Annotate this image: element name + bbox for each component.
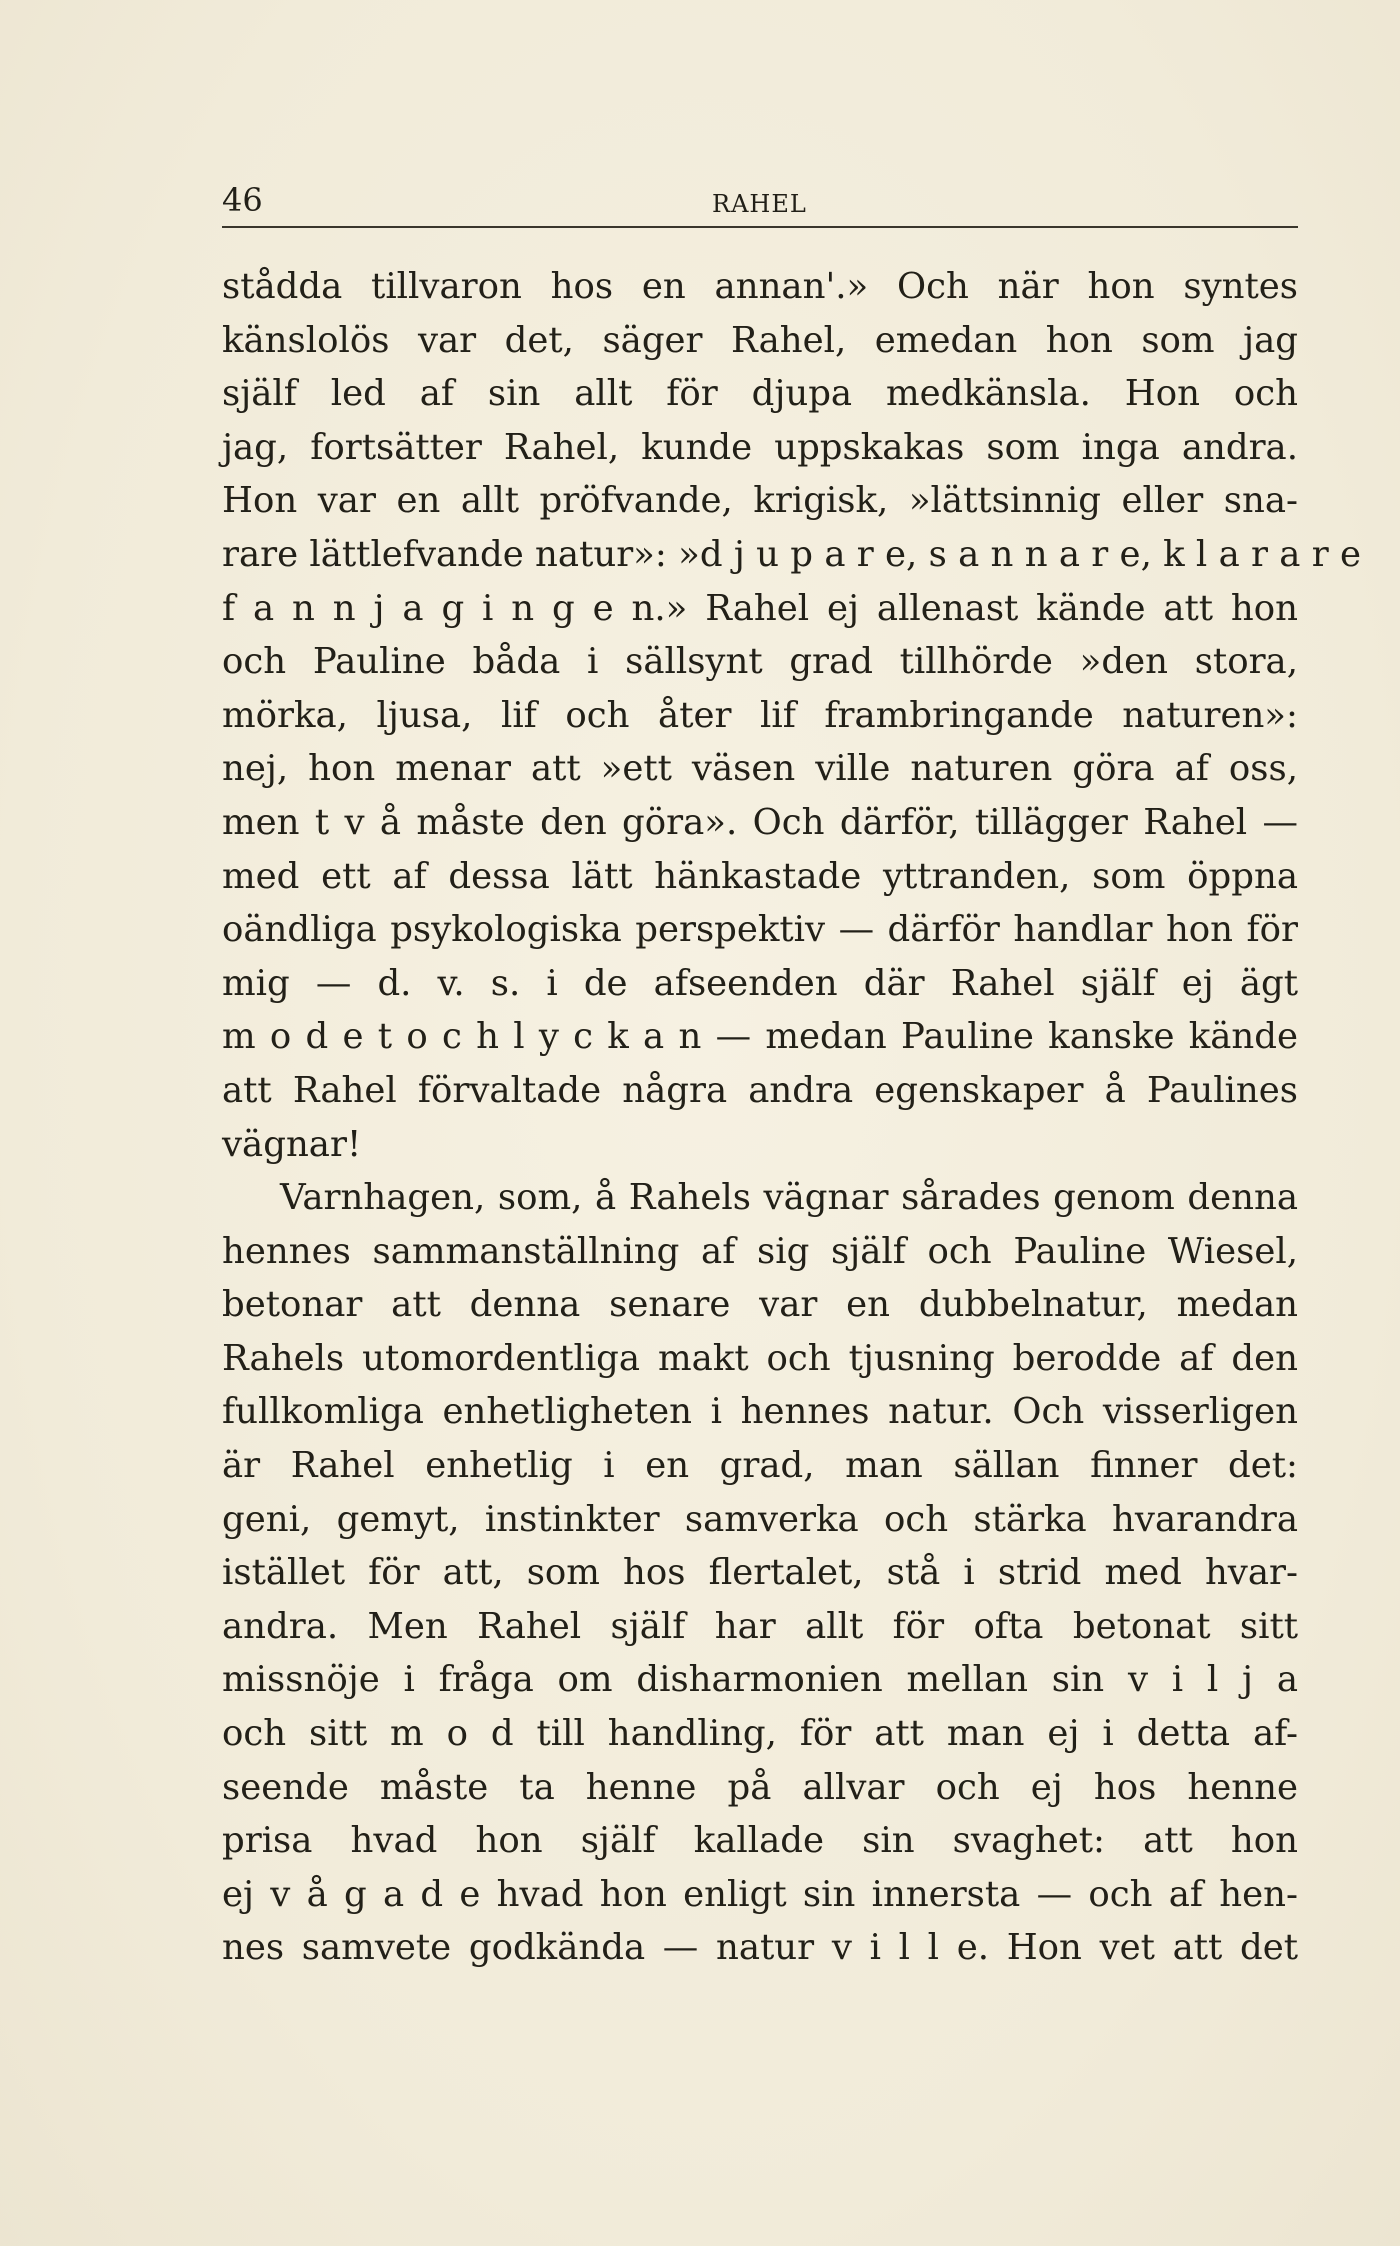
text-line: är Rahel enhetlig i en grad, man sällan finner det: bbox=[222, 1445, 1298, 1487]
text-line: jag, fortsätter Rahel, kunde uppskakas som inga andra. bbox=[222, 426, 1298, 468]
text-line: f a n n j a g i n g e n.» Rahel ej allenast kände att hon bbox=[222, 587, 1298, 629]
text-line: hennes sammanställning af sig själf och Pauline Wiesel, bbox=[222, 1230, 1298, 1272]
text-line: med ett af dessa lätt hänkastade yttranden, som öppna bbox=[222, 855, 1298, 897]
text-line: mörka, ljusa, lif och åter lif frambringande naturen»: bbox=[222, 694, 1298, 736]
text-line: istället för att, som hos flertalet, stå i strid med hvar- bbox=[222, 1552, 1298, 1594]
text-line: och sitt m o d till handling, för att man ej i detta af- bbox=[222, 1713, 1298, 1755]
text-line: missnöje i fråga om disharmonien mellan sin v i l j a bbox=[222, 1659, 1298, 1701]
text-line: känslolös var det, säger Rahel, emedan hon som jag bbox=[222, 319, 1298, 361]
text-line: och Pauline båda i sällsynt grad tillhörde »den stora, bbox=[222, 641, 1298, 683]
text-line: Hon var en allt pröfvande, krigisk, »lättsinnig eller sna- bbox=[222, 480, 1298, 522]
running-title: RAHEL bbox=[712, 190, 807, 218]
text-line: betonar att denna senare var en dubbelnatur, medan bbox=[222, 1284, 1298, 1326]
text-line: stådda tillvaron hos en annan'.» Och när hon syntes bbox=[222, 266, 1298, 307]
text-line: ej v å g a d e hvad hon enligt sin innersta — och af hen- bbox=[222, 1873, 1298, 1915]
text-line: mig — d. v. s. i de afseenden där Rahel själf ej ägt bbox=[222, 962, 1298, 1004]
text-line: oändliga psykologiska perspektiv — därför handlar hon för bbox=[222, 909, 1298, 951]
text-line: nes samvete godkända — natur v i l l e. Hon vet att det bbox=[222, 1927, 1298, 1969]
body-text bbox=[222, 260, 1361, 1975]
text-line: prisa hvad hon själf kallade sin svaghet: att hon bbox=[222, 1820, 1298, 1862]
text-line: andra. Men Rahel själf har allt för ofta betonat sitt bbox=[222, 1605, 1298, 1647]
page-number: 46 bbox=[222, 181, 263, 219]
text-line: själf led af sin allt för djupa medkänsla. Hon och bbox=[222, 373, 1298, 415]
text-line: geni, gemyt, instinkter samverka och stärka hvarandra bbox=[222, 1498, 1298, 1540]
text-line: vägnar! bbox=[222, 1123, 362, 1165]
text-line: m o d e t o c h l y c k a n — medan Pauline kanske kände bbox=[222, 1016, 1298, 1058]
running-header bbox=[222, 180, 1298, 228]
text-line: Rahels utomordentliga makt och tjusning berodde af den bbox=[222, 1337, 1298, 1379]
text-line: att Rahel förvaltade några andra egenskaper å Paulines bbox=[222, 1069, 1298, 1111]
text-line: rare lättlefvande natur»: »d j u p a r e, s a n n a r e, k l a r a r e bbox=[222, 533, 1361, 575]
text-line: seende måste ta henne på allvar och ej hos henne bbox=[222, 1766, 1298, 1808]
text-line: fullkomliga enhetligheten i hennes natur. Och visserligen bbox=[222, 1391, 1298, 1433]
text-line: men t v å måste den göra». Och därför, tillägger Rahel — bbox=[222, 801, 1298, 843]
text-line: Varnhagen, som, å Rahels vägnar sårades genom denna bbox=[280, 1177, 1298, 1219]
text-line: nej, hon menar att »ett väsen ville naturen göra af oss, bbox=[222, 748, 1298, 790]
